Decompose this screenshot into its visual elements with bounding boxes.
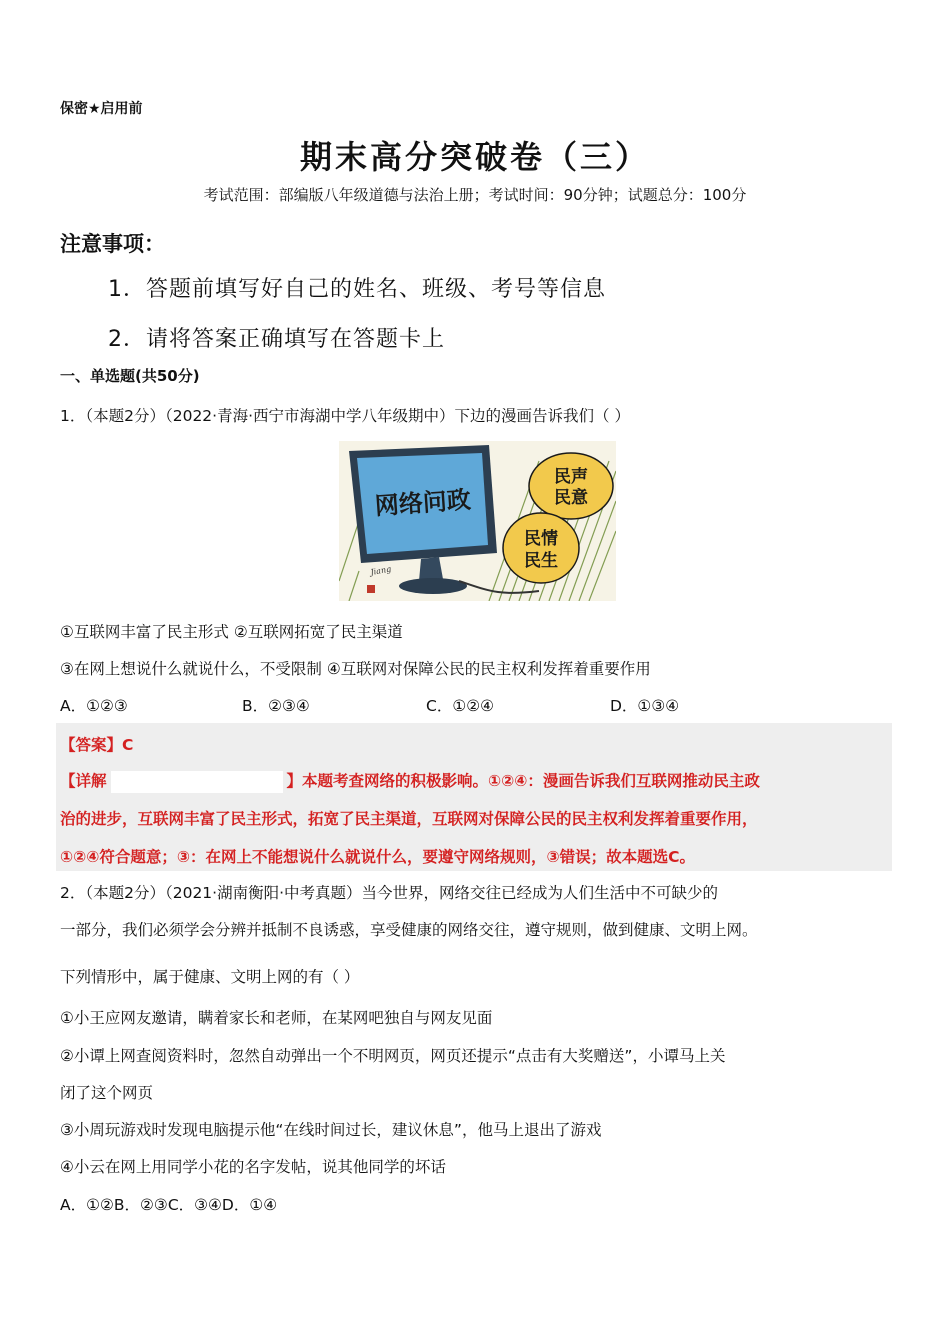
q1-stem: 1．（本题2分）（2022·青海·西宁市海湖中学八年级期中）下边的漫画告诉我们（ ）: [60, 407, 630, 425]
screen-text: 网络问政: [374, 485, 472, 521]
q1-option-d: D．①③④: [610, 697, 680, 715]
bubble2-line2: 民生: [524, 551, 558, 571]
q2-stem-line-2: 一部分，我们必须学会分辨并抵制不良诱惑，享受健康的网络交往，遵守规则，做到健康、文明上网。: [60, 921, 758, 939]
bubble2-line1: 民情: [524, 529, 558, 549]
detail-label: 【详解: [60, 772, 107, 790]
q2-statement-2b: 闭了这个网页: [60, 1084, 154, 1102]
notice-item-2: 2．请将答案正确填写在答题卡上: [108, 327, 445, 352]
notice-item-1: 1．答题前填写好自己的姓名、班级、考号等信息: [108, 277, 606, 302]
exam-meta: 考试范围：部编版八年级道德与法治上册；考试时间：90分钟；试题总分：100分: [203, 186, 747, 204]
notice-heading: 注意事项：: [60, 232, 165, 256]
q1-option-c: C．①②④: [426, 697, 495, 715]
bubble1-line2: 民意: [554, 488, 588, 508]
q2-options: A．①②B．②③C．③④D．①④: [60, 1196, 278, 1214]
artist-signature: Jiang: [369, 564, 392, 577]
page-title: 期末高分突破卷（三）: [299, 138, 650, 176]
redaction-box: [111, 771, 283, 793]
bubble1-line1: 民声: [554, 467, 588, 487]
q2-statement-3: ③小周玩游戏时发现电脑提示他“在线时间过长，建议休息”，他马上退出了游戏: [60, 1121, 602, 1139]
artist-seal: [367, 585, 375, 593]
q1-detail-line-1: [60, 769, 760, 793]
q2-stem-line-3: 下列情形中，属于健康、文明上网的有（ ）: [60, 968, 360, 986]
q1-option-a: A．①②③: [60, 697, 128, 715]
q1-detail-line-3: ①②④符合题意；③：在网上不能想说什么就说什么，要遵守网络规则，③错误；故本题选C。: [60, 848, 695, 866]
q1-statement-1: ①互联网丰富了民主形式 ②互联网拓宽了民主渠道: [60, 623, 403, 641]
q2-stem-line-1: 2．（本题2分）（2021·湖南衡阳·中考真题）当今世界，网络交往已经成为人们生活中不可缺少的: [60, 884, 719, 902]
q2-statement-1: ①小王应网友邀请，瞒着家长和老师，在某网吧独自与网友见面: [60, 1009, 493, 1027]
detail-text-1: 】本题考查网络的积极影响。①②④：漫画告诉我们互联网推动民主政: [286, 772, 760, 790]
q1-detail-line-2: 治的进步，互联网丰富了民主形式，拓宽了民主渠道，互联网对保障公民的民主权利发挥着重要作用，: [60, 810, 758, 828]
cartoon-image: [339, 441, 616, 601]
secret-label: 保密★启用前: [60, 101, 143, 117]
q2-statement-4: ④小云在网上用同学小花的名字发帖，说其他同学的坏话: [60, 1158, 446, 1176]
q1-statement-2: ③在网上想说什么就说什么，不受限制 ④互联网对保障公民的民主权利发挥着重要作用: [60, 660, 651, 678]
q1-option-b: B．②③④: [242, 697, 310, 715]
section-title: 一、单选题(共50分): [60, 367, 200, 385]
q2-statement-2a: ②小谭上网查阅资料时，忽然自动弹出一个不明网页，网页还提示“点击有大奖赠送”，小谭马上关: [60, 1047, 726, 1065]
q1-answer: 【答案】C: [60, 736, 134, 754]
